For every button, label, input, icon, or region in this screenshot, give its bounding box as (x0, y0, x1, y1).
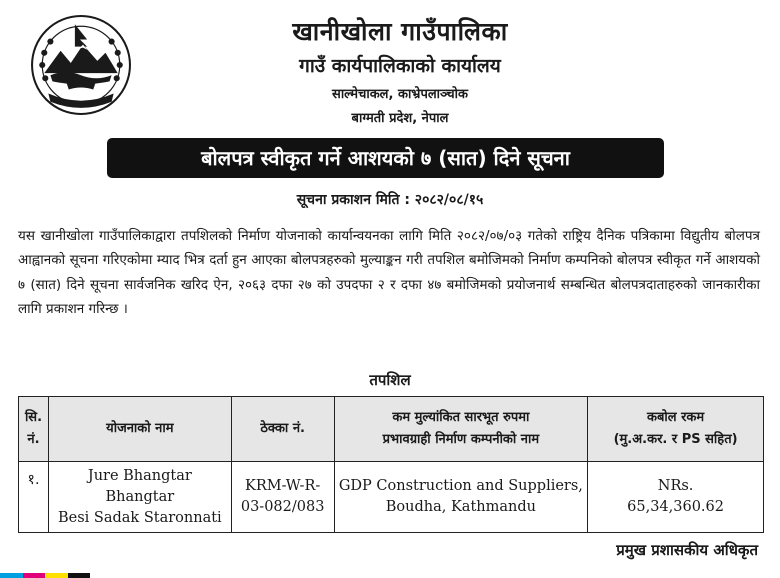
header-company-line2: प्रभावग्राही निर्माण कम्पनीको नाम (382, 432, 540, 447)
address-line-1: साल्मेचाकल, काभ्रेपलाञ्चोक (332, 87, 468, 102)
row-company-line1: GDP Construction and Suppliers, (338, 478, 583, 494)
table-caption: तपशिल (369, 371, 411, 389)
header-sn-line1: सि. (24, 410, 43, 425)
table-header-row (19, 397, 764, 462)
print-color-strip (0, 573, 90, 578)
notice-body: यस खानीखोला गाउँपालिकाद्वारा तपशिलको निर्माण योजनाको कार्यान्वयनका लागि मिति २०८२/०७/०३ गतेको राष्ट्रिय दैनिक पत्रिकामा विद्युतीय बोलपत्र आह्वानको सूचना गरिएकोमा म्याद भित्र दर्ता हुन आएका बोलपत्रहरुको मुल्याङ्कन गरी तपशिल बमोजिमको निर्माण कम्पनिको बोलपत्र स्वीकृत गर्ने आशयको ७ (सात) दिने सूचना सार्वजनिक खरिद ऐन, २०६३ दफा २७ को उपदफा २ र दफा ४७ बमोजिमको प्रयोजनार्थ सम्बन्धित बोलपत्रदाताहरुको जानकारीका लागि प्रकाशन गरिन्छ । (18, 228, 760, 317)
header-contract: ठेक्का नं. (231, 397, 334, 462)
row-amount-line2: 65,34,360.62 (627, 499, 724, 515)
address-line-2: बाग्मती प्रदेश, नेपाल (351, 111, 449, 126)
notice-title-banner: बोलपत्र स्वीकृत गर्ने आशयको ७ (सात) दिने सूचना (107, 138, 664, 178)
row-project-line2: Besi Sadak Staronnati (58, 509, 222, 526)
header-sn (19, 397, 49, 462)
row-contract-line2: 03-082/083 (240, 499, 325, 515)
office-name: खानीखोला गाउँपालिका (292, 17, 508, 46)
row-contract (231, 462, 334, 533)
table-row (19, 462, 764, 533)
header-amount (588, 397, 764, 462)
row-sn: १. (19, 462, 49, 533)
row-company-line2: Boudha, Kathmandu (385, 499, 536, 515)
header-project: योजनाको नाम (48, 397, 231, 462)
details-table (18, 396, 764, 533)
header-sn-line2: नं. (27, 432, 40, 447)
row-project (48, 462, 231, 533)
signer-title: प्रमुख प्रशासकीय अधिकृत (616, 541, 758, 559)
publish-date: सूचना प्रकाशन मिति : २०८२/०८/१५ (296, 192, 484, 208)
row-amount-line1: NRs. (657, 478, 694, 494)
row-contract-line1: KRM-W-R- (245, 478, 321, 494)
row-company (334, 462, 588, 533)
header-company-line1: कम मुल्यांकित सारभूत रुपमा (392, 410, 530, 425)
header-amount-line2: (मु.अ.कर. र PS सहित) (613, 432, 738, 447)
header-company (334, 397, 588, 462)
sub-office-name: गाउँ कार्यपालिकाको कार्यालय (299, 55, 501, 77)
header-amount-line1: कबोल रकम (646, 410, 705, 425)
row-project-line1: Jure Bhangtar Bhangtar (87, 467, 192, 505)
row-amount (588, 462, 764, 533)
